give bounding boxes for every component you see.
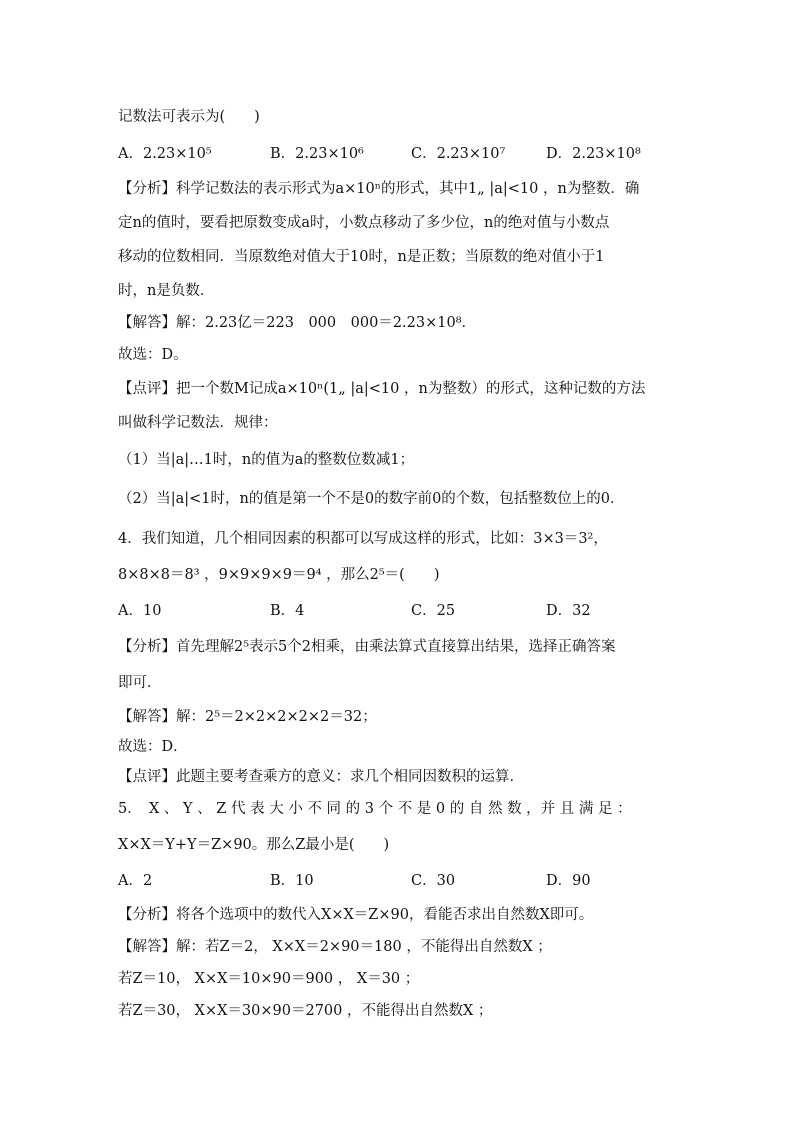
q4-stem-line-2: 8×8×8＝8³ ，9×9×9×9＝9⁴ ，那么2⁵＝( ) (118, 567, 440, 583)
q4-answer: 故选：D． (118, 739, 188, 755)
q3-option-b: B．2.23×10⁶ (270, 146, 364, 162)
q4-option-c: C．25 (411, 603, 456, 619)
q4-comment: 【点评】此题主要考查乘方的意义：求几个相同因数积的运算． (118, 769, 524, 785)
q5-stem-line-1: 5． X 、 Y 、 Z 代 表 大 小 不 同 的 3 个 不 是 0 的 自 然 数 ，并 且 满 足 ： (118, 801, 632, 817)
q3-comment-line-1: 【点评】把一个数M记成a×10ⁿ(1„ |a|<10 ，n为整数）的形式，这种记数的方法 (118, 381, 646, 397)
q5-solution-line-2: 若Z＝10， X×X＝10×90＝900 ， X＝30 ； (118, 971, 420, 987)
q3-rule-2: （2）当|a|<1时，n的值是第一个不是0的数字前0的个数，包括整数位上的0． (118, 491, 625, 507)
q3-stem-tail: 记数法可表示为( ) (118, 109, 260, 125)
q3-options (118, 145, 678, 163)
q3-solution: 【解答】解：2.23亿＝223 000 000＝2.23×10⁸． (118, 315, 477, 331)
q5-stem-line-2: X×X＝Y+Y＝Z×90。那么Z最小是( ) (118, 837, 390, 853)
q4-analysis-line-1: 【分析】首先理解2⁵表示5个2相乘，由乘法算式直接算出结果，选择正确答案 (118, 639, 616, 655)
q3-answer: 故选：D。 (118, 347, 188, 363)
q5-option-b: B．10 (270, 873, 314, 889)
q3-option-c: C．2.23×10⁷ (411, 146, 506, 162)
q4-option-d: D．32 (546, 603, 591, 619)
q5-option-d: D．90 (546, 873, 591, 889)
q5-solution-line-3: 若Z＝30， X×X＝30×90＝2700 ，不能得出自然数X ； (118, 1003, 493, 1019)
q4-option-b: B．4 (270, 603, 305, 619)
q4-stem-line-1: 4．我们知道，几个相同因素的积都可以写成这样的形式，比如：3×3＝3²， (118, 531, 608, 547)
q3-rule-1: （1）当|a|…1时，n的值为a的整数位数减1； (118, 452, 415, 468)
q4-options (118, 602, 678, 620)
q3-analysis-line-4: 时，n是负数． (118, 283, 215, 299)
q5-option-a: A．2 (118, 873, 153, 889)
q3-comment-line-2: 叫做科学记数法．规律： (118, 415, 278, 431)
q3-option-a: A．2.23×10⁵ (118, 146, 212, 162)
q5-options (118, 872, 678, 890)
q3-analysis-line-1: 【分析】科学记数法的表示形式为a×10ⁿ的形式，其中1„ |a|<10 ，n为整数．确 (118, 181, 640, 197)
q3-option-d: D．2.23×10⁸ (546, 146, 641, 162)
q5-solution-line-1: 【解答】解：若Z＝2， X×X＝2×90＝180 ，不能得出自然数X ； (118, 939, 552, 955)
q3-analysis-line-3: 移动的位数相同．当原数绝对值大于10时，n是正数；当原数的绝对值小于1 (118, 249, 605, 265)
q4-solution: 【解答】解：2⁵＝2×2×2×2×2＝32； (118, 709, 377, 725)
q5-option-c: C．30 (411, 873, 456, 889)
q4-option-a: A．10 (118, 603, 162, 619)
q3-analysis-line-2: 定n的值时，要看把原数变成a时，小数点移动了多少位，n的绝对值与小数点 (118, 215, 610, 231)
q4-analysis-line-2: 即可． (118, 675, 162, 691)
q5-analysis: 【分析】将各个选项中的数代入X×X＝Z×90，看能否求出自然数X即可。 (118, 907, 594, 923)
